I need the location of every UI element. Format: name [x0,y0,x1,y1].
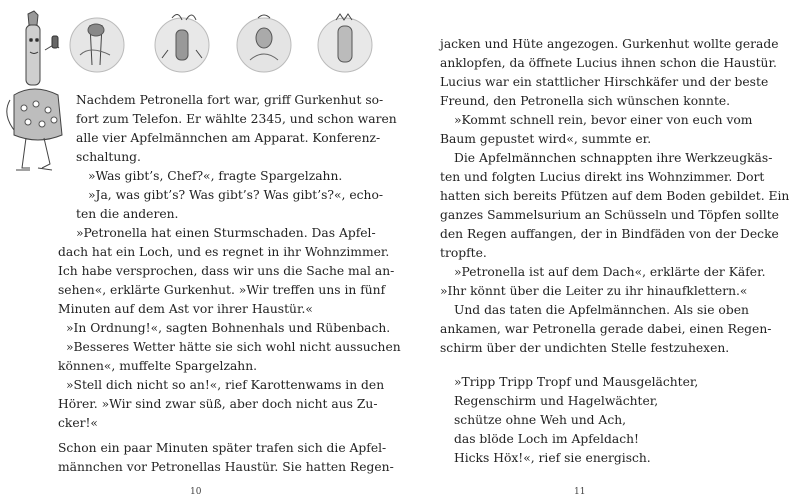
text-line: ten und folgten Lucius direkt ins Wohnzimmer. Dort [440,170,765,184]
poem-line: Hicks Höx!«, rief sie energisch. [454,451,651,465]
poem-line: »Tripp Tripp Tropf und Mausgelächter, [454,375,699,389]
page-number: 10 [190,487,202,497]
apple-man-portrait-2 [155,14,209,72]
text-line: sehen«, erklärte Gurkenhut. »Wir treffen uns in fünf [58,283,386,297]
text-line: Hörer. »Wir sind zwar süß, aber doch nicht aus Zu- [58,397,378,411]
text-line: »In Ordnung!«, sagten Bohnenhals und Rübenbach. [66,321,391,335]
text-line: männchen vor Petronellas Haustür. Sie hatten Regen- [58,460,394,474]
text-line: tropfte. [440,246,487,260]
text-line: ankamen, war Petronella gerade dabei, einen Regen- [440,322,772,336]
text-line: »Petronella ist auf dem Dach«, erklärte der Käfer. [454,265,766,279]
text-line: »Besseres Wetter hätte sie sich wohl nicht aussuchen [66,340,401,354]
text-line: Lucius war ein stattlicher Hirschkäfer und der beste [440,75,769,89]
text-line: schaltung. [76,150,141,164]
text-line: den Regen auffangen, der in Bindfäden von der Decke [440,227,779,241]
text-line: »Was gibt’s, Chef?«, fragte Spargelzahn. [88,169,343,183]
text-line: Freund, den Petronella sich wünschen konnte. [440,94,731,108]
text-line: ganzes Sammelsurium an Schüsseln und Töpfen sollte [440,208,779,222]
text-line: dach hat ein Loch, und es regnet in ihr Wohnzimmer. [58,245,390,259]
text-line: Ich habe versprochen, dass wir uns die Sache mal an- [58,264,395,278]
text-line: alle vier Apfelmännchen am Apparat. Konferenz- [76,131,381,145]
apple-man-portrait-3 [237,15,291,72]
text-line: können«, muffelte Spargelzahn. [58,359,258,373]
text-line: jacken und Hüte angezogen. Gurkenhut wollte gerade [440,37,779,51]
poem-line: das blöde Loch im Apfeldach! [454,432,639,446]
text-line: »Ihr könnt über die Leiter zu ihr hinaufklettern.« [440,284,748,298]
text-line: Nachdem Petronella fort war, griff Gurkenhut so- [76,93,384,107]
text-line: »Ja, was gibt’s? Was gibt’s? Was gibt’s?«, echo- [88,188,384,202]
poem-line: Regenschirm und Hagelwächter, [454,394,659,408]
apple-man-portrait-1 [70,18,124,72]
text-line: Minuten auf dem Ast vor ihrer Haustür.« [58,302,313,316]
text-line: hatten sich bereits Pfützen auf dem Boden gebildet. Ein [440,189,789,203]
text-line: Und das taten die Apfelmännchen. Als sie oben [454,303,749,317]
text-line: Die Apfelmännchen schnappten ihre Werkzeugkäs- [454,151,773,165]
page-number: 11 [574,487,586,497]
text-line: Schon ein paar Minuten später trafen sich die Apfel- [58,441,387,455]
text-line: »Petronella hat einen Sturmschaden. Das Apfel- [76,226,376,240]
gurkenhut-figure [7,11,62,170]
text-line: cker!« [58,416,98,430]
text-line: »Kommt schnell rein, bevor einer von euch vom [454,113,753,127]
text-line: »Stell dich nicht so an!«, rief Karottenwams in den [66,378,385,392]
right-page [360,0,789,501]
text-line: anklopfen, da öffnete Lucius ihnen schon die Haustür. [440,56,777,70]
text-line: ten die anderen. [76,207,179,221]
text-line: Baum gepustet wird«, summte er. [440,132,652,146]
text-line: fort zum Telefon. Er wählte 2345, und schon waren [76,112,397,126]
text-line: schirm über der undichten Stelle festzuhexen. [440,341,730,355]
poem-line: schütze ohne Weh und Ach, [454,413,627,427]
